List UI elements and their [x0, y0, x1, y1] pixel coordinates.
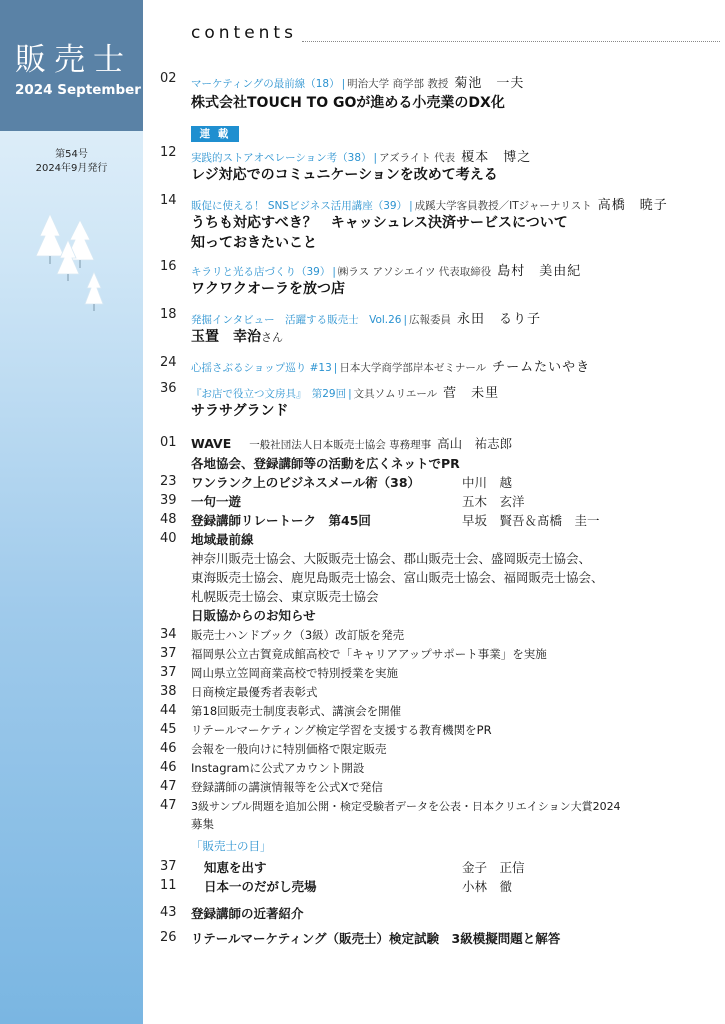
article-title[interactable]: サラサグランド [191, 403, 289, 419]
author-name: 金子 正信 [462, 860, 525, 875]
page-number: 26 [160, 930, 177, 945]
author-name: 菅 未里 [443, 386, 500, 401]
wave-entry[interactable] [191, 434, 512, 452]
page-number: 47 [160, 798, 177, 813]
author-name: 中川 越 [462, 475, 513, 490]
series-name: 発掘インタビュー 活躍する販売士 Vol.26 [191, 314, 402, 326]
eye-heading: 「販売士の目」 [191, 839, 272, 853]
author-affiliation: 文具ソムリエール [353, 388, 438, 400]
news-item-line2[interactable]: 募集 [191, 817, 214, 831]
issue-date: 2024 September [15, 82, 141, 98]
news-item[interactable]: リテールマーケティング検定学習を支援する教育機関をPR [191, 723, 492, 737]
author-affiliation: 一般社団法人日本販売士協会 専務理事 [249, 439, 432, 451]
page-number: 44 [160, 703, 177, 718]
news-item[interactable]: 岡山県立笠岡商業高校で特別授業を実施 [191, 666, 398, 680]
article-title-line2[interactable]: 知っておきたいこと [191, 235, 317, 251]
magazine-brand: 販売士 [15, 42, 132, 78]
author-name: 早坂 賢吾＆髙橋 圭一 [462, 513, 600, 528]
series-name: 実践的ストアオペレーション考（38） [191, 152, 372, 164]
series-name: 『お店で役立つ文房具』 第29回 [191, 388, 347, 400]
page-number: 16 [160, 259, 177, 274]
page-number: 36 [160, 381, 177, 396]
page-number: 37 [160, 646, 177, 661]
author-name: 高山 祐志郎 [437, 436, 513, 451]
page-number: 18 [160, 307, 177, 322]
interviewee-name: 玉置 幸治 [191, 329, 261, 345]
column-title[interactable]: 一句一遊 [191, 494, 242, 509]
page-number: 40 [160, 531, 177, 546]
sidebar-header [0, 0, 143, 131]
page-number: 37 [160, 859, 177, 874]
news-item[interactable]: 販売士ハンドブック（3級）改訂版を発売 [191, 628, 405, 642]
news-item[interactable]: 日商検定最優秀者表彰式 [191, 685, 318, 699]
news-item[interactable]: Instagramに公式アカウント開設 [191, 761, 365, 775]
page-number: 48 [160, 512, 177, 527]
page-number: 37 [160, 665, 177, 680]
wave-label: WAVE [191, 436, 232, 451]
section-title[interactable]: 地域最前線 [191, 532, 254, 547]
news-heading: 日販協からのお知らせ [191, 608, 316, 623]
page-number: 39 [160, 493, 177, 508]
author-name: 島村 美由紀 [497, 264, 582, 279]
author-name: チームたいやき [492, 360, 591, 375]
page-number: 23 [160, 474, 177, 489]
wave-subtitle[interactable]: 各地協会、登録講師等の活動を広くネットでPR [191, 456, 460, 471]
byline: 販促に使える！ SNSビジネス活用講座（39） | 成蹊大学客員教授／ITジャーナリスト 高橋 暁子 [191, 198, 668, 213]
byline: マーケティングの最前線（18） | 明治大学 商学部 教授 菊池 一夫 [191, 76, 525, 91]
dotted-rule [302, 41, 720, 42]
author-affiliation: アズライト 代表 [379, 152, 456, 164]
column-title[interactable]: 知恵を出す [204, 860, 267, 875]
column-title[interactable]: 日本一のだがし売場 [204, 879, 317, 894]
page-number: 02 [160, 71, 177, 86]
region-list: 東海販売士協会、鹿児島販売士協会、富山販売士協会、福岡販売士協会、 [191, 570, 604, 585]
author-name: 高橋 暁子 [597, 198, 668, 213]
author-name: 菊池 一夫 [454, 76, 525, 91]
page-number: 01 [160, 435, 177, 450]
byline: 『お店で役立つ文房具』 第29回 | 文具ソムリエール 菅 未里 [191, 386, 500, 401]
section-title[interactable]: 登録講師の近著紹介 [191, 906, 304, 921]
region-list: 札幌販売士協会、東京販売士協会 [191, 589, 379, 604]
article-title[interactable]: レジ対応でのコミュニケーションを改めて考える [191, 167, 498, 183]
publication-date: 2024年9月発行 [35, 163, 108, 174]
author-name: 五木 玄洋 [462, 494, 525, 509]
news-item[interactable]: 登録講師の講演情報等を公式Xで発信 [191, 780, 383, 794]
news-item[interactable]: 第18回販売士制度表彰式、講演会を開催 [191, 704, 402, 718]
article-title[interactable] [191, 326, 283, 346]
article-title[interactable]: ワクワクオーラを放つ店 [191, 281, 345, 297]
column-title[interactable]: ワンランク上のビジネスメール術（38） [191, 475, 421, 490]
author-affiliation: ㈱ラス アソシエイツ 代表取締役 [337, 266, 492, 278]
page-number: 46 [160, 760, 177, 775]
news-item[interactable]: 会報を一般向けに特別価格で限定販売 [191, 742, 387, 756]
author-name: 小林 徹 [462, 879, 513, 894]
byline[interactable]: 心揺さぶるショップ巡り #13 | 日本大学商学部岸本ゼミナール チームたいやき [191, 360, 591, 375]
page-number: 45 [160, 722, 177, 737]
news-item[interactable]: 福岡県公立古賀竟成館高校で「キャリアアップサポート事業」を実施 [191, 647, 547, 661]
article-title[interactable]: うちも対応すべき？ キャッシュレス決済サービスについて [191, 215, 568, 231]
page-number: 43 [160, 905, 177, 920]
section-title[interactable]: リテールマーケティング（販売士）検定試験 3級模擬問題と解答 [191, 931, 561, 946]
issue-number: 第54号 [55, 149, 88, 160]
author-name: 永田 るり子 [457, 312, 542, 327]
author-affiliation: 成蹊大学客員教授／ITジャーナリスト [414, 200, 592, 212]
region-list: 神奈川販売士協会、大阪販売士協会、郡山販売士会、盛岡販売士協会、 [191, 551, 592, 566]
page-number: 34 [160, 627, 177, 642]
page-number: 46 [160, 741, 177, 756]
page-number: 12 [160, 145, 177, 160]
page-number: 24 [160, 355, 177, 370]
author-affiliation: 明治大学 商学部 教授 [347, 78, 449, 90]
byline: 発掘インタビュー 活躍する販売士 Vol.26 | 広報委員 永田 るり子 [191, 312, 542, 327]
honorific: さん [261, 331, 283, 344]
column-title[interactable]: 登録講師リレートーク 第45回 [191, 513, 371, 528]
author-affiliation: 広報委員 [409, 314, 452, 326]
serial-badge: 連 載 [191, 126, 239, 142]
contents-heading: contents [191, 23, 297, 43]
series-name: 販促に使える！ SNSビジネス活用講座（39） [191, 200, 408, 212]
article-title[interactable]: 株式会社TOUCH TO GOが進める小売業のDX化 [191, 95, 505, 111]
page-number: 38 [160, 684, 177, 699]
news-item[interactable]: 3級サンプル問題を追加公開・検定受験者データを公表・日本クリエイション大賞2024 [191, 800, 621, 813]
series-name: キラリと光る店づくり（39） [191, 266, 331, 278]
author-affiliation: 日本大学商学部岸本ゼミナール [339, 362, 487, 374]
byline: 実践的ストアオペレーション考（38） | アズライト 代表 榎本 博之 [191, 150, 532, 165]
series-name: 心揺さぶるショップ巡り #13 [191, 362, 332, 374]
page-number: 47 [160, 779, 177, 794]
sidebar [0, 0, 143, 1024]
series-name: マーケティングの最前線（18） [191, 78, 340, 90]
page-number: 11 [160, 878, 177, 893]
page-number: 14 [160, 193, 177, 208]
snowy-tree-icon [30, 212, 110, 312]
author-name: 榎本 博之 [461, 150, 532, 165]
byline: キラリと光る店づくり（39） | ㈱ラス アソシエイツ 代表取締役 島村 美由紀 [191, 264, 582, 279]
